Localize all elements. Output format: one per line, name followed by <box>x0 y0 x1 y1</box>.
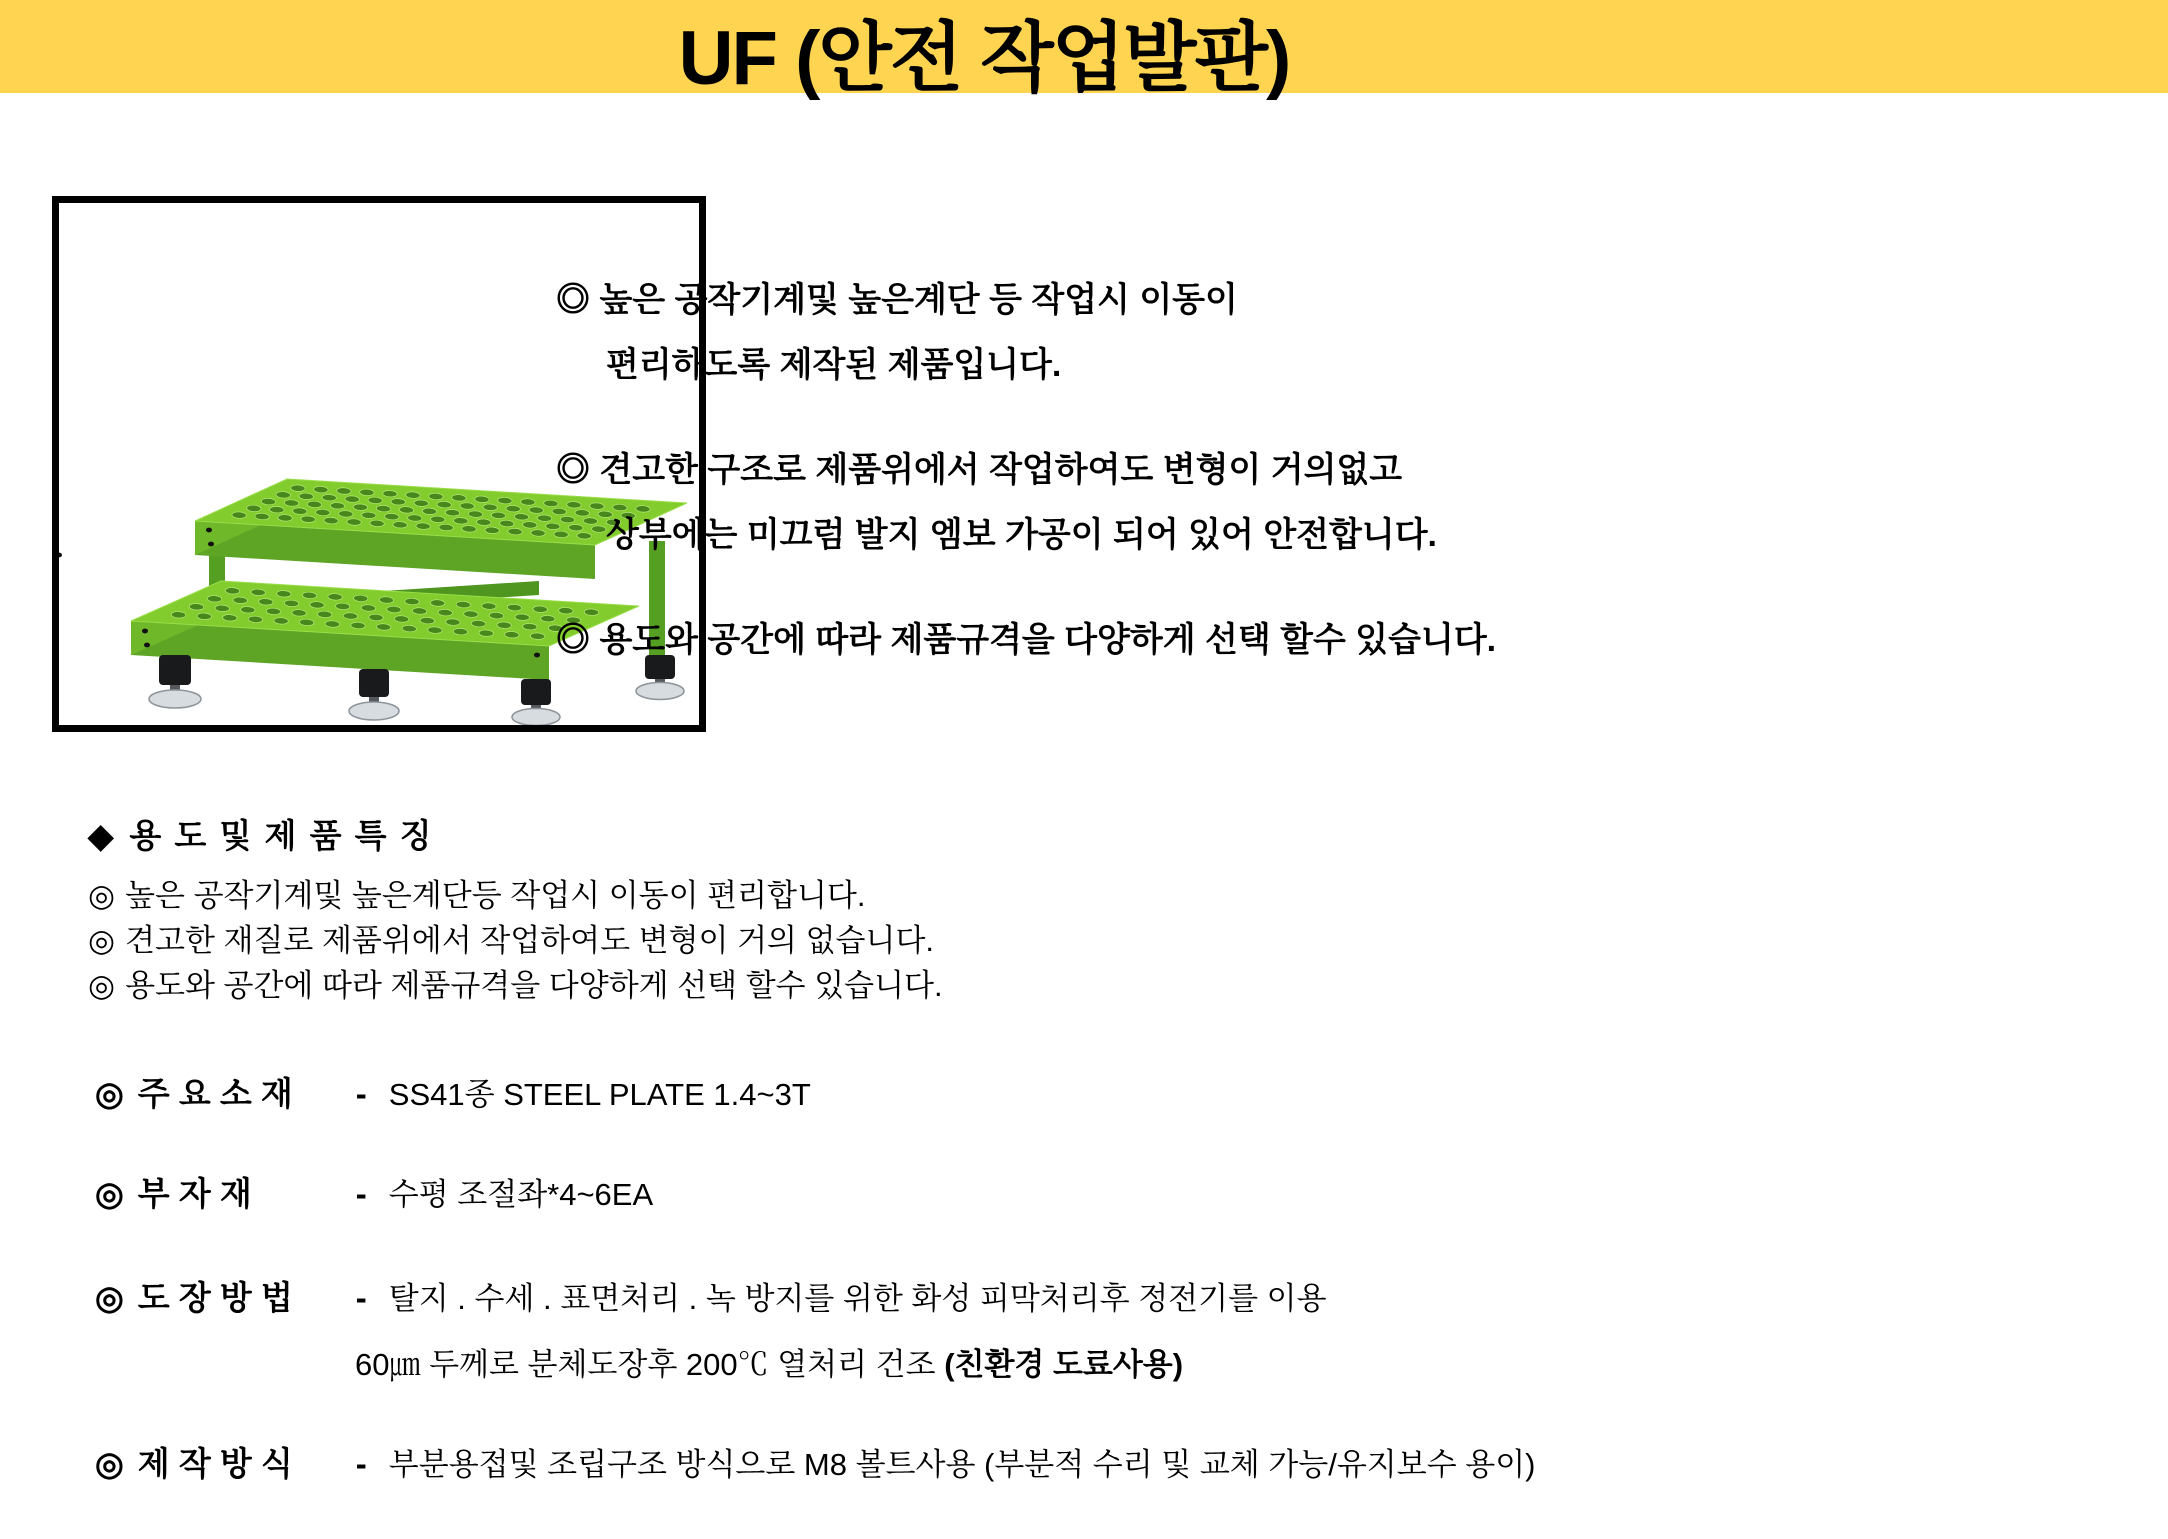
spec-row-accessory <box>95 1168 653 1215</box>
spec-value-line2-regular: 60㎛ 두께로 분체도장후 200℃ 열처리 건조 <box>355 1347 945 1382</box>
double-circle-bullet-icon: ◎ <box>88 968 116 1003</box>
spec-separator: - <box>355 1279 367 1316</box>
features-heading-text: 용 도 및 제 품 특 징 <box>129 817 434 854</box>
intro-bullet <box>556 438 2116 568</box>
diamond-bullet-icon: ◆ <box>88 817 116 854</box>
intro-bullet-line: 높은 공작기계및 높은계단 등 작업시 이동이 <box>599 281 1238 319</box>
double-circle-bullet-icon: ◎ <box>556 281 590 319</box>
feature-item <box>88 918 943 963</box>
spec-value: SS41종 STEEL PLATE 1.4~3T <box>388 1077 811 1112</box>
spec-separator: - <box>355 1075 367 1112</box>
double-circle-bullet-icon: ◎ <box>95 1445 124 1482</box>
spec-row-material <box>95 1068 811 1115</box>
spec-value: 탈지 . 수세 . 표면처리 . 녹 방지를 위한 화성 피막처리후 정전기를 이용 <box>388 1281 1327 1316</box>
double-circle-bullet-icon: ◎ <box>95 1075 124 1112</box>
spec-value: 수평 조절좌*4~6EA <box>388 1177 654 1212</box>
feature-item <box>88 873 943 918</box>
intro-bullet-line: 용도와 공간에 따라 제품규격을 다양하게 선택 할수 있습니다. <box>599 621 1497 659</box>
double-circle-bullet-icon: ◎ <box>88 923 116 958</box>
feature-item-text: 용도와 공간에 따라 제품규격을 다양하게 선택 할수 있습니다. <box>125 968 943 1003</box>
spec-separator: - <box>355 1175 367 1212</box>
features-heading <box>88 810 943 857</box>
title-banner <box>0 0 2168 101</box>
spec-value-line2-bold: (친환경 도료사용) <box>944 1347 1184 1382</box>
double-circle-bullet-icon: ◎ <box>95 1175 124 1212</box>
intro-bullet-list <box>556 268 2116 713</box>
features-section <box>88 810 943 1008</box>
spec-label: 제 작 방 식 <box>137 1445 293 1482</box>
intro-bullet-line: 견고한 구조로 제품위에서 작업하여도 변형이 거의없고 <box>599 451 1403 489</box>
intro-bullet <box>556 608 2116 673</box>
double-circle-bullet-icon: ◎ <box>556 451 590 489</box>
double-circle-bullet-icon: ◎ <box>88 878 116 913</box>
feature-item-text: 높은 공작기계및 높은계단등 작업시 이동이 편리합니다. <box>125 878 866 913</box>
feature-item <box>88 963 943 1008</box>
spec-row-assembly <box>95 1438 1535 1485</box>
spec-row-painting <box>95 1272 1327 1384</box>
page-title: UF (안전 작업발판) <box>678 16 1290 101</box>
spec-label: 도 장 방 법 <box>137 1279 293 1316</box>
spec-separator: - <box>355 1445 367 1482</box>
intro-bullet <box>556 268 2116 398</box>
double-circle-bullet-icon: ◎ <box>95 1279 124 1316</box>
spec-value-line2 <box>355 1339 1327 1384</box>
double-circle-bullet-icon: ◎ <box>556 621 590 659</box>
feature-item-text: 견고한 재질로 제품위에서 작업하여도 변형이 거의 없습니다. <box>125 923 934 958</box>
spec-value: 부분용접및 조립구조 방식으로 M8 볼트사용 (부분적 수리 및 교체 가능/유지보수 용이) <box>388 1447 1536 1482</box>
intro-bullet-line: 상부에는 미끄럼 발지 엠보 가공이 되어 있어 안전합니다. <box>606 516 1437 554</box>
intro-bullet-line: 편리하도록 제작된 제품입니다. <box>606 346 1062 384</box>
spec-label: 주 요 소 재 <box>137 1075 293 1112</box>
spec-label: 부 자 재 <box>137 1175 252 1212</box>
